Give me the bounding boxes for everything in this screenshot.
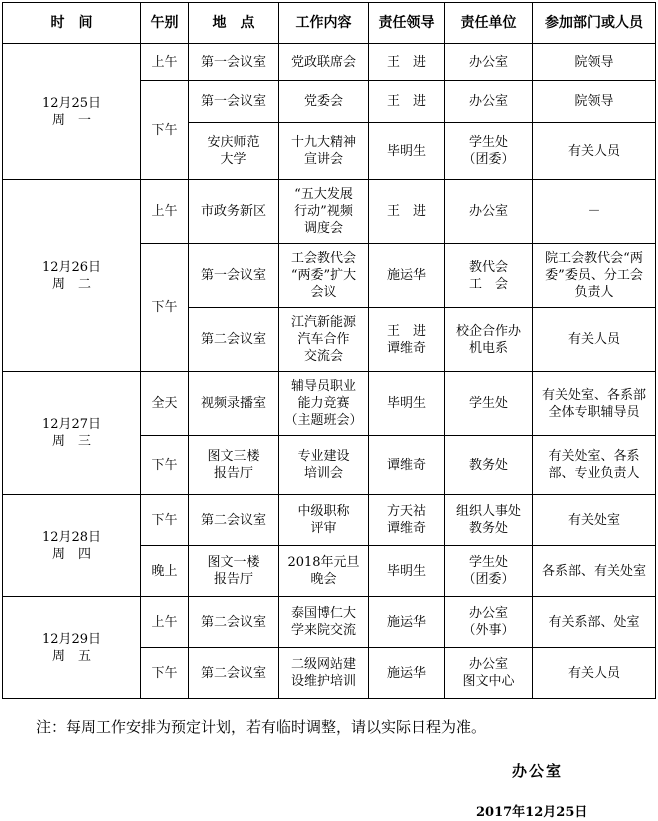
unit-cell: 办公室 [445, 180, 533, 244]
date-cell: 12月29日 周 五 [3, 597, 141, 699]
location-cell: 图文三楼 报告厅 [189, 436, 279, 495]
header-time: 时 间 [3, 3, 141, 44]
header-location: 地 点 [189, 3, 279, 44]
content-cell: 专业建设 培训会 [279, 436, 369, 495]
location-cell: 第一会议室 [189, 44, 279, 81]
leader-cell: 方天祜 谭维奇 [369, 495, 445, 546]
unit-cell: 办公室 图文中心 [445, 648, 533, 699]
period-cell: 晚上 [141, 546, 189, 597]
location-cell: 视频录播室 [189, 372, 279, 436]
location-cell: 第二会议室 [189, 308, 279, 372]
participants-cell: 有关系部、处室 [533, 597, 656, 648]
content-cell: 2018年元旦 晚会 [279, 546, 369, 597]
participants-cell: 院领导 [533, 81, 656, 123]
leader-cell: 毕明生 [369, 546, 445, 597]
unit-cell: 校企合作办 机电系 [445, 308, 533, 372]
leader-cell: 施运华 [369, 244, 445, 308]
unit-cell: 办公室 （外事） [445, 597, 533, 648]
period-cell: 上午 [141, 180, 189, 244]
leader-cell: 施运华 [369, 648, 445, 699]
location-cell: 图文一楼 报告厅 [189, 546, 279, 597]
location-cell: 第二会议室 [189, 495, 279, 546]
period-cell: 下午 [141, 436, 189, 495]
content-cell: 工会教代会 “两委”扩大 会议 [279, 244, 369, 308]
content-cell: 二级网站建 设维护培训 [279, 648, 369, 699]
participants-cell: － [533, 180, 656, 244]
period-cell: 下午 [141, 648, 189, 699]
date-cell: 12月25日 周 一 [3, 44, 141, 180]
header-content: 工作内容 [279, 3, 369, 44]
participants-cell: 有关处室 [533, 495, 656, 546]
unit-cell: 办公室 [445, 81, 533, 123]
header-participants: 参加部门或人员 [533, 3, 656, 44]
unit-cell: 教务处 [445, 436, 533, 495]
leader-cell: 毕明生 [369, 123, 445, 180]
unit-cell: 教代会 工 会 [445, 244, 533, 308]
location-cell: 安庆师范 大学 [189, 123, 279, 180]
period-cell: 全天 [141, 372, 189, 436]
participants-cell: 有关处室、各系 部、专业负责人 [533, 436, 656, 495]
footnote: 注：每周工作安排为预定计划，若有临时调整，请以实际日程为准。 [36, 718, 487, 736]
date-cell: 12月26日 周 二 [3, 180, 141, 372]
unit-cell: 学生处 （团委） [445, 123, 533, 180]
content-cell: “五大发展 行动”视频 调度会 [279, 180, 369, 244]
date-cell: 12月27日 周 三 [3, 372, 141, 495]
participants-cell: 各系部、有关处室 [533, 546, 656, 597]
unit-cell: 办公室 [445, 44, 533, 81]
header-period: 午别 [141, 3, 189, 44]
signature: 办公室 [512, 762, 564, 780]
period-cell: 上午 [141, 44, 189, 81]
content-cell: 泰国博仁大 学来院交流 [279, 597, 369, 648]
table-row [3, 495, 656, 546]
header-row [3, 3, 656, 44]
header-leader: 责任领导 [369, 3, 445, 44]
period-cell: 下午 [141, 244, 189, 372]
period-cell: 下午 [141, 81, 189, 180]
content-cell: 中级职称 评审 [279, 495, 369, 546]
leader-cell: 毕明生 [369, 372, 445, 436]
table-row [3, 180, 656, 244]
location-cell: 第一会议室 [189, 244, 279, 308]
participants-cell: 院领导 [533, 44, 656, 81]
unit-cell: 学生处 （团委） [445, 546, 533, 597]
content-cell: 江汽新能源 汽车合作 交流会 [279, 308, 369, 372]
date-cell: 12月28日 周 四 [3, 495, 141, 597]
leader-cell: 谭维奇 [369, 436, 445, 495]
participants-cell: 有关人员 [533, 308, 656, 372]
participants-cell: 有关处室、各系部 全体专职辅导员 [533, 372, 656, 436]
content-cell: 党政联席会 [279, 44, 369, 81]
period-cell: 下午 [141, 495, 189, 546]
content-cell: 十九大精神 宣讲会 [279, 123, 369, 180]
participants-cell: 有关人员 [533, 123, 656, 180]
participants-cell: 有关人员 [533, 648, 656, 699]
table-row [3, 372, 656, 436]
table-row [3, 597, 656, 648]
location-cell: 市政务新区 [189, 180, 279, 244]
period-cell: 上午 [141, 597, 189, 648]
leader-cell: 王 进 谭维奇 [369, 308, 445, 372]
location-cell: 第一会议室 [189, 81, 279, 123]
leader-cell: 王 进 [369, 180, 445, 244]
unit-cell: 组织人事处 教务处 [445, 495, 533, 546]
location-cell: 第二会议室 [189, 597, 279, 648]
leader-cell: 施运华 [369, 597, 445, 648]
table-row [3, 44, 656, 81]
issue-date: 2017年12月25日 [476, 805, 588, 820]
leader-cell: 王 进 [369, 81, 445, 123]
content-cell: 辅导员职业 能力竞赛 （主题班会） [279, 372, 369, 436]
participants-cell: 院工会教代会“两 委”委员、分工会 负责人 [533, 244, 656, 308]
content-cell: 党委会 [279, 81, 369, 123]
location-cell: 第二会议室 [189, 648, 279, 699]
leader-cell: 王 进 [369, 44, 445, 81]
schedule-table [2, 2, 656, 699]
unit-cell: 学生处 [445, 372, 533, 436]
header-unit: 责任单位 [445, 3, 533, 44]
